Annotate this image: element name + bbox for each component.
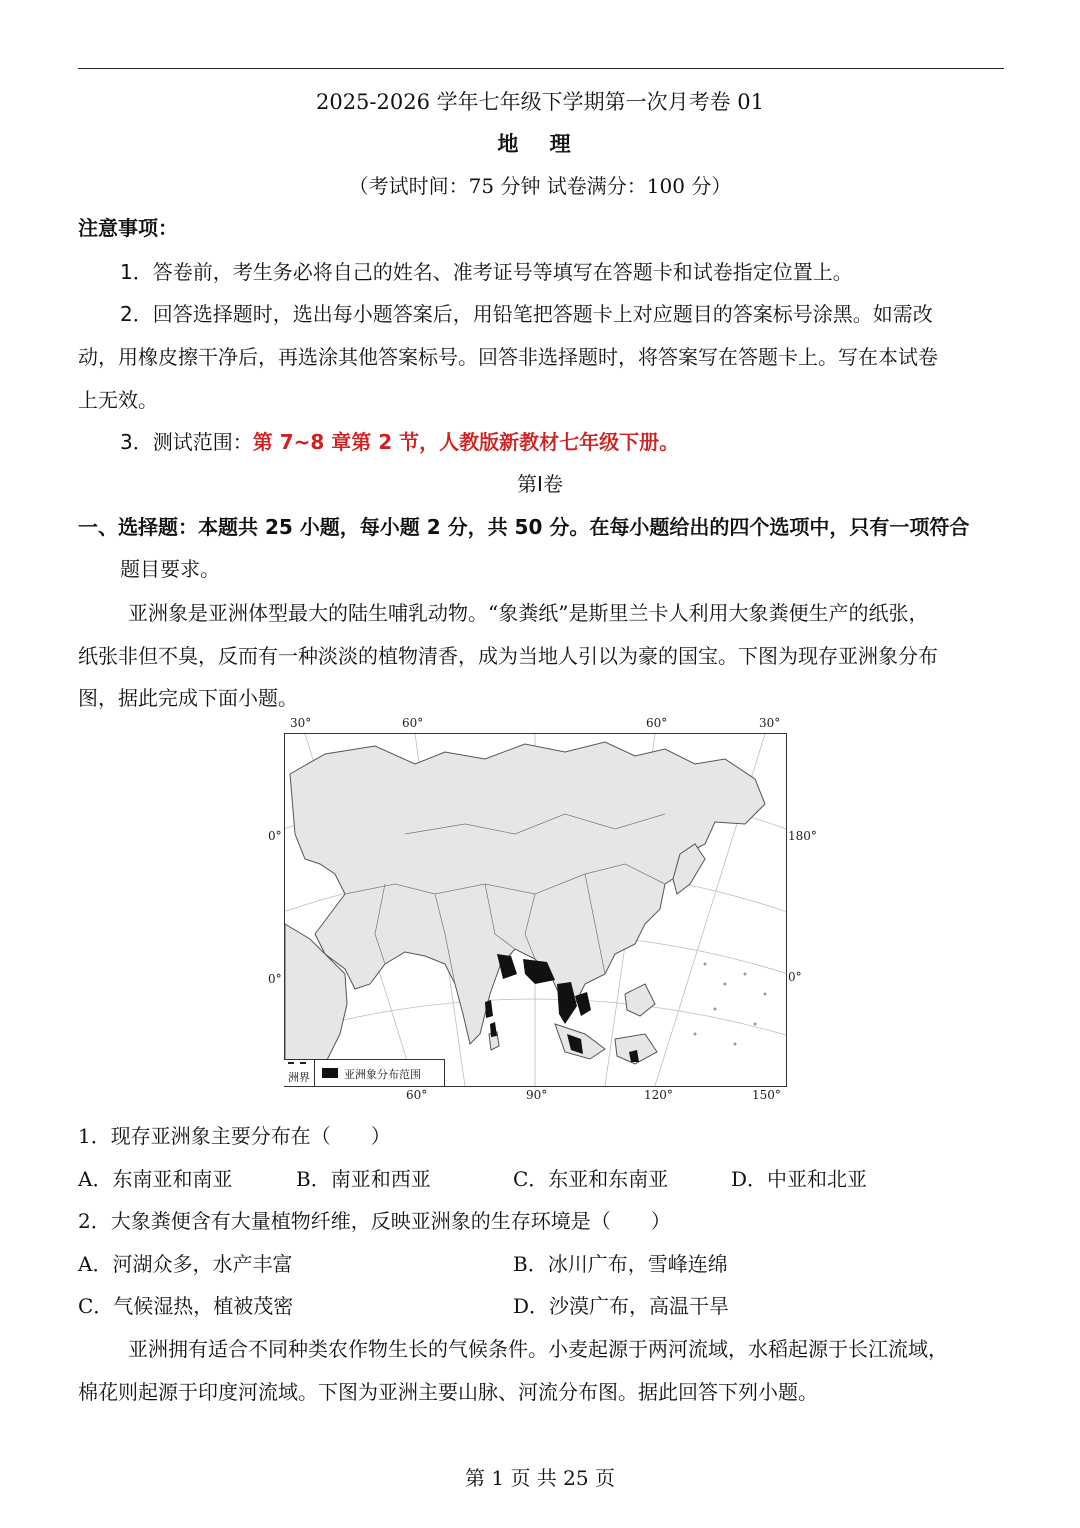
- notice-item-2-line-1: 2．回答选择题时，选出每小题答案后，用铅笔把答题卡上对应题目的答案标号涂黑。如需改: [120, 302, 933, 326]
- header-rule: [78, 68, 1004, 69]
- legend-range-label: 亚洲象分布范围: [344, 1068, 421, 1081]
- passage-2-line-2: 棉花则起源于印度河流域。下图为亚洲主要山脉、河流分布图。据此回答下列小题。: [78, 1380, 818, 1404]
- notice-heading: 注意事项：: [78, 216, 178, 240]
- legend-border-swatch: [288, 1062, 306, 1064]
- question-2-option-d: D．沙漠广布，高温干旱: [513, 1294, 730, 1318]
- map-top-label-4: 30°: [759, 716, 781, 730]
- exam-info: （考试时间：75 分钟 试卷满分：100 分）: [348, 174, 732, 198]
- legend-border-label: 洲界: [288, 1071, 310, 1084]
- question-1-option-c: C．东亚和东南亚: [513, 1167, 669, 1191]
- question-2-stem: 2．大象粪便含有大量植物纤维，反映亚洲象的生存环境是（ ）: [78, 1209, 671, 1233]
- notice-item-2-line-3: 上无效。: [78, 388, 158, 412]
- question-1-stem: 1．现存亚洲象主要分布在（ ）: [78, 1124, 391, 1148]
- section-1-line-1: 一、选择题：本题共 25 小题，每小题 2 分，共 50 分。在每小题给出的四个选项中，只有一项符合: [78, 515, 970, 539]
- legend-range-swatch: [322, 1068, 338, 1078]
- question-1-option-d: D．中亚和北亚: [731, 1167, 868, 1191]
- question-1-option-a: A．东南亚和南亚: [78, 1167, 233, 1191]
- map-left-label-2: 0°: [268, 972, 282, 986]
- map-bottom-label-4: 150°: [752, 1088, 781, 1102]
- test-scope: 第 7~8 章第 2 节，人教版新教材七年级下册。: [252, 430, 680, 454]
- section-1-line-2: 题目要求。: [120, 557, 220, 581]
- passage-1-line-3: 图，据此完成下面小题。: [78, 686, 298, 710]
- map-top-label-1: 30°: [290, 716, 312, 730]
- section-1-heading: [78, 511, 969, 540]
- passage-1-line-2: 纸张非但不臭，反而有一种淡淡的植物清香，成为当地人引以为豪的国宝。下图为现存亚洲象分布: [78, 644, 938, 668]
- question-2-option-a: A．河湖众多，水产丰富: [78, 1252, 293, 1276]
- notice-item-3-prefix: 3．测试范围：: [120, 430, 253, 454]
- notice-item-2-line-2: 动，用橡皮擦干净后，再选涂其他答案标号。回答非选择题时，将答案写在答题卡上。写在本试卷: [78, 345, 938, 369]
- map-top-label-2: 60°: [402, 716, 424, 730]
- volume-label: 第I卷: [517, 472, 563, 496]
- map-right-label-2: 0°: [788, 970, 802, 984]
- question-2-option-c: C．气候湿热，植被茂密: [78, 1294, 294, 1318]
- map-bottom-label-2: 90°: [526, 1088, 548, 1102]
- map-left-label-1: 0°: [268, 829, 282, 843]
- exam-title: 2025-2026 学年七年级下学期第一次月考卷 01: [315, 90, 765, 114]
- map-legend: [284, 1059, 445, 1086]
- map-svg: [285, 734, 786, 1086]
- asian-elephant-distribution-map: [284, 733, 787, 1087]
- passage-1-line-1: 亚洲象是亚洲体型最大的陆生哺乳动物。“象粪纸”是斯里兰卡人利用大象粪便生产的纸张，: [128, 601, 929, 625]
- subject-title: 地 理: [497, 131, 583, 156]
- map-bottom-label-1: 60°: [406, 1088, 428, 1102]
- question-1-option-b: B．南亚和西亚: [296, 1167, 431, 1191]
- map-bottom-label-3: 120°: [644, 1088, 673, 1102]
- notice-item-3: [120, 426, 679, 455]
- notice-item-1: 1．答卷前，考生务必将自己的姓名、准考证号等填写在答题卡和试卷指定位置上。: [120, 260, 853, 284]
- page-footer: 第 1 页 共 25 页: [465, 1466, 615, 1490]
- map-top-label-3: 60°: [646, 716, 668, 730]
- legend-divider: [314, 1060, 315, 1086]
- passage-2-line-1: 亚洲拥有适合不同种类农作物生长的气候条件。小麦起源于两河流域，水稻起源于长江流域，: [128, 1337, 948, 1361]
- map-right-label-1: 180°: [788, 829, 817, 843]
- question-2-option-b: B．冰川广布，雪峰连绵: [513, 1252, 728, 1276]
